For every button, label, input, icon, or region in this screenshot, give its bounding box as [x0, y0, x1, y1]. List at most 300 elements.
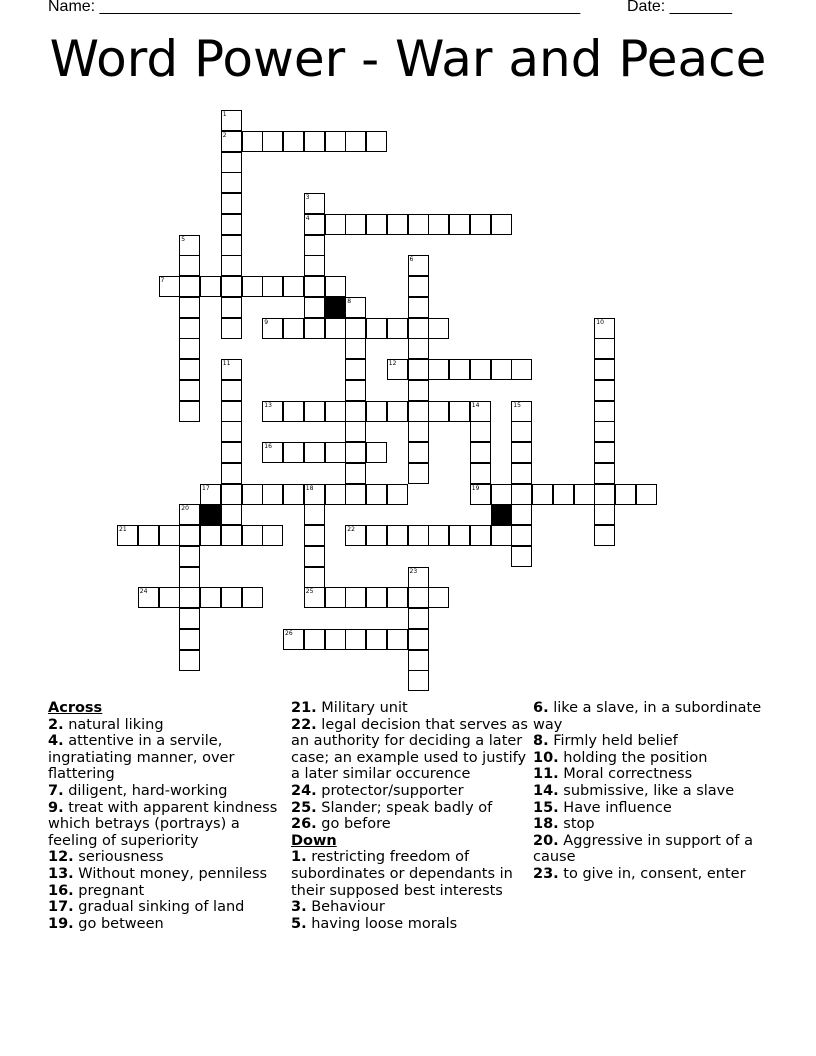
grid-cell[interactable] [511, 359, 532, 380]
cell-number: 18 [305, 484, 314, 492]
grid-cell[interactable] [470, 421, 491, 442]
cell-number: 3 [305, 194, 310, 201]
grid-cell[interactable] [345, 442, 366, 463]
grid-cell[interactable] [179, 525, 200, 546]
grid-cell[interactable] [117, 525, 138, 546]
clue-number: 3. [291, 899, 307, 916]
clue-down-3 [291, 899, 531, 916]
cell-number: 26 [285, 629, 293, 637]
grid-cell[interactable] [304, 297, 325, 318]
grid-cell[interactable] [221, 359, 242, 380]
grid-cell[interactable] [594, 318, 615, 339]
grid-cell[interactable] [242, 276, 263, 297]
clue-across-13 [48, 866, 278, 883]
grid-cell[interactable] [345, 525, 366, 546]
clue-text: Firmly held belief [553, 733, 678, 750]
grid-cell[interactable] [221, 587, 242, 608]
clue-across-26 [291, 816, 531, 833]
clue-text: holding the position [563, 749, 708, 766]
clue-across-4 [48, 733, 278, 783]
grid-cell[interactable] [594, 421, 615, 442]
grid-cell[interactable] [511, 484, 532, 505]
grid-cell[interactable] [345, 484, 366, 505]
grid-cell[interactable] [179, 318, 200, 339]
grid-cell[interactable] [262, 131, 283, 152]
grid-cell[interactable] [345, 421, 366, 442]
clue-across-9 [48, 800, 278, 850]
clue-number: 8. [533, 733, 549, 750]
grid-cell[interactable] [200, 587, 221, 608]
grid-cell[interactable] [262, 525, 283, 546]
cell-number: 7 [160, 277, 165, 284]
grid-cell[interactable] [345, 587, 366, 608]
grid-cell[interactable] [428, 525, 449, 546]
grid-cell[interactable] [491, 484, 512, 505]
grid-cell[interactable] [325, 276, 346, 297]
black-square [325, 297, 346, 318]
cell-number: 10 [596, 318, 604, 326]
grid-cell[interactable] [387, 318, 408, 339]
clue-number: 18. [533, 816, 559, 833]
grid-cell[interactable] [491, 525, 512, 546]
grid-cell[interactable] [304, 587, 325, 608]
grid-cell[interactable] [221, 484, 242, 505]
clue-down-11 [533, 766, 773, 783]
cell-number: 1 [222, 111, 227, 118]
clue-text: to give in, consent, enter [563, 865, 746, 882]
grid-cell[interactable] [283, 276, 304, 297]
grid-cell[interactable] [366, 525, 387, 546]
grid-cell[interactable] [636, 484, 657, 505]
grid-cell[interactable] [470, 214, 491, 235]
grid-cell[interactable] [242, 484, 263, 505]
grid-cell[interactable] [325, 587, 346, 608]
grid-cell[interactable] [594, 338, 615, 359]
grid-cell[interactable] [470, 525, 491, 546]
grid-cell[interactable] [408, 442, 429, 463]
grid-cell[interactable] [408, 463, 429, 484]
grid-cell[interactable] [283, 629, 304, 650]
clue-across-7 [48, 783, 278, 800]
grid-cell[interactable] [325, 318, 346, 339]
grid-cell[interactable] [594, 504, 615, 525]
grid-cell[interactable] [221, 318, 242, 339]
cell-number: 8 [347, 297, 352, 305]
clue-down-6 [533, 700, 773, 733]
clue-text: submissive, like a slave [563, 782, 735, 799]
grid-cell[interactable] [179, 587, 200, 608]
grid-cell[interactable] [428, 401, 449, 422]
grid-cell[interactable] [345, 214, 366, 235]
grid-cell[interactable] [366, 214, 387, 235]
grid-cell[interactable] [221, 276, 242, 297]
clue-number: 13. [48, 865, 74, 882]
date-field[interactable]: Date: _______ [627, 0, 732, 15]
grid-cell[interactable] [138, 587, 159, 608]
grid-cell[interactable] [428, 318, 449, 339]
clue-across-22 [291, 717, 531, 783]
grid-cell[interactable] [408, 318, 429, 339]
grid-cell[interactable] [366, 629, 387, 650]
grid-cell[interactable] [594, 484, 615, 505]
clue-text: go before [321, 816, 391, 833]
clue-number: 26. [291, 816, 317, 833]
clues-column-2 [291, 700, 531, 932]
grid-cell[interactable] [408, 297, 429, 318]
cell-number: 20 [181, 505, 189, 513]
grid-cell[interactable] [283, 401, 304, 422]
grid-cell[interactable] [449, 525, 470, 546]
grid-cell[interactable] [159, 525, 180, 546]
grid-cell[interactable] [262, 401, 283, 422]
grid-cell[interactable] [511, 401, 532, 422]
grid-cell[interactable] [511, 442, 532, 463]
grid-cell[interactable] [221, 504, 242, 525]
clue-text: attentive in a servile, ingratiating manner, over flattering [48, 733, 235, 783]
grid-cell[interactable] [325, 131, 346, 152]
clue-text: restricting freedom of subordinates or dependants in their supposed best interests [291, 849, 513, 899]
grid-cell[interactable] [179, 608, 200, 629]
grid-cell[interactable] [366, 442, 387, 463]
clue-number: 23. [533, 865, 559, 882]
clue-across-24 [291, 783, 531, 800]
grid-cell[interactable] [408, 255, 429, 276]
cell-number: 22 [347, 526, 355, 533]
grid-cell[interactable] [304, 629, 325, 650]
cell-number: 19 [471, 484, 480, 492]
clue-number: 10. [533, 749, 559, 766]
clue-across-19 [48, 916, 278, 933]
clue-number: 7. [48, 782, 64, 799]
grid-cell[interactable] [325, 401, 346, 422]
grid-cell[interactable] [594, 442, 615, 463]
grid-cell[interactable] [408, 338, 429, 359]
clue-text: gradual sinking of land [78, 899, 245, 916]
grid-cell[interactable] [366, 484, 387, 505]
grid-cell[interactable] [179, 255, 200, 276]
grid-cell[interactable] [387, 214, 408, 235]
grid-cell[interactable] [283, 442, 304, 463]
grid-cell[interactable] [408, 567, 429, 588]
grid-cell[interactable] [511, 504, 532, 525]
clue-number: 15. [533, 799, 559, 816]
grid-cell[interactable] [345, 380, 366, 401]
grid-cell[interactable] [345, 401, 366, 422]
grid-cell[interactable] [408, 380, 429, 401]
grid-cell[interactable] [304, 255, 325, 276]
clue-number: 12. [48, 849, 74, 866]
grid-cell[interactable] [221, 235, 242, 256]
grid-cell[interactable] [304, 131, 325, 152]
cell-number: 11 [222, 360, 231, 367]
grid-cell[interactable] [221, 152, 242, 173]
clue-down-18 [533, 816, 773, 833]
grid-cell[interactable] [366, 587, 387, 608]
clue-across-17 [48, 899, 278, 916]
grid-cell[interactable] [511, 463, 532, 484]
clue-down-14 [533, 783, 773, 800]
clue-number: 5. [291, 915, 307, 932]
grid-cell[interactable] [366, 401, 387, 422]
grid-cell[interactable] [200, 525, 221, 546]
cell-number: 4 [305, 214, 310, 222]
clue-number: 6. [533, 700, 549, 716]
clue-text: Have influence [563, 799, 672, 816]
grid-cell[interactable] [304, 318, 325, 339]
cell-number: 25 [305, 588, 314, 596]
grid-cell[interactable] [366, 318, 387, 339]
grid-cell[interactable] [511, 421, 532, 442]
clue-number: 19. [48, 915, 74, 932]
clue-number: 14. [533, 782, 559, 799]
grid-cell[interactable] [345, 359, 366, 380]
grid-cell[interactable] [408, 359, 429, 380]
clue-text: Slander; speak badly of [321, 799, 493, 816]
grid-cell[interactable] [221, 380, 242, 401]
cell-number: 9 [264, 318, 269, 326]
cell-number: 12 [388, 360, 397, 367]
grid-cell[interactable] [262, 276, 283, 297]
clue-text: Moral correctness [563, 766, 693, 783]
grid-cell[interactable] [408, 608, 429, 629]
clue-text: protector/supporter [321, 782, 464, 799]
grid-cell[interactable] [242, 587, 263, 608]
grid-cell[interactable] [221, 525, 242, 546]
down-heading: Down [291, 832, 337, 849]
grid-cell[interactable] [179, 338, 200, 359]
grid-cell[interactable] [159, 276, 180, 297]
grid-cell[interactable] [532, 484, 553, 505]
grid-cell[interactable] [304, 525, 325, 546]
grid-cell[interactable] [594, 401, 615, 422]
page-title: Word Power - War and Peace [49, 30, 767, 88]
grid-cell[interactable] [262, 442, 283, 463]
grid-cell[interactable] [138, 525, 159, 546]
grid-cell[interactable] [345, 463, 366, 484]
grid-cell[interactable] [283, 318, 304, 339]
clue-number: 24. [291, 782, 317, 799]
grid-cell[interactable] [428, 359, 449, 380]
clue-across-12 [48, 849, 278, 866]
clues-column-1 [48, 700, 278, 932]
clue-number: 16. [48, 882, 74, 899]
grid-cell[interactable] [387, 587, 408, 608]
clue-number: 21. [291, 700, 317, 716]
grid-cell[interactable] [428, 587, 449, 608]
cell-number: 24 [139, 588, 148, 596]
grid-cell[interactable] [304, 235, 325, 256]
grid-cell[interactable] [179, 504, 200, 525]
grid-cell[interactable] [594, 525, 615, 546]
clue-across-2 [48, 717, 278, 734]
grid-cell[interactable] [283, 484, 304, 505]
grid-cell[interactable] [511, 546, 532, 567]
cell-number: 21 [119, 526, 127, 533]
grid-cell[interactable] [408, 525, 429, 546]
grid-cell[interactable] [345, 629, 366, 650]
grid-cell[interactable] [594, 359, 615, 380]
grid-cell[interactable] [283, 131, 304, 152]
grid-cell[interactable] [179, 546, 200, 567]
grid-cell[interactable] [179, 401, 200, 422]
grid-cell[interactable] [325, 214, 346, 235]
grid-cell[interactable] [304, 442, 325, 463]
grid-cell[interactable] [449, 401, 470, 422]
grid-cell[interactable] [387, 525, 408, 546]
clue-text: seriousness [78, 849, 164, 866]
cell-number: 14 [471, 401, 480, 409]
grid-cell[interactable] [262, 318, 283, 339]
grid-cell[interactable] [304, 193, 325, 214]
clue-number: 1. [291, 849, 307, 866]
grid-cell[interactable] [387, 359, 408, 380]
clue-down-20 [533, 833, 773, 866]
grid-cell[interactable] [304, 546, 325, 567]
grid-cell[interactable] [408, 401, 429, 422]
grid-cell[interactable] [179, 380, 200, 401]
grid-cell[interactable] [325, 484, 346, 505]
grid-cell[interactable] [345, 338, 366, 359]
grid-cell[interactable] [408, 587, 429, 608]
clue-text: legal decision that serves as an authority for deciding a later case; an example used to justify a later similar occurence [291, 716, 528, 783]
clue-text: Aggressive in support of a cause [533, 832, 754, 866]
grid-cell[interactable] [179, 567, 200, 588]
grid-cell[interactable] [470, 442, 491, 463]
grid-cell[interactable] [594, 380, 615, 401]
grid-cell[interactable] [242, 525, 263, 546]
clue-text: having loose morals [311, 915, 458, 932]
grid-cell[interactable] [304, 401, 325, 422]
clue-text: stop [563, 816, 595, 833]
grid-cell[interactable] [470, 401, 491, 422]
grid-cell[interactable] [221, 401, 242, 422]
grid-cell[interactable] [200, 484, 221, 505]
clue-down-15 [533, 800, 773, 817]
grid-cell[interactable] [325, 442, 346, 463]
cell-number: 23 [409, 567, 418, 575]
grid-cell[interactable] [179, 276, 200, 297]
grid-cell[interactable] [221, 172, 242, 193]
grid-cell[interactable] [304, 504, 325, 525]
clue-text: diligent, hard-working [68, 782, 228, 799]
grid-cell[interactable] [179, 297, 200, 318]
clue-number: 22. [291, 716, 317, 733]
grid-cell[interactable] [221, 131, 242, 152]
grid-cell[interactable] [449, 359, 470, 380]
grid-cell[interactable] [408, 214, 429, 235]
grid-cell[interactable] [221, 193, 242, 214]
grid-cell[interactable] [221, 214, 242, 235]
grid-cell[interactable] [408, 276, 429, 297]
grid-cell[interactable] [449, 214, 470, 235]
clue-text: Behaviour [311, 899, 385, 916]
clue-down-5 [291, 916, 531, 933]
clue-number: 17. [48, 899, 74, 916]
across-heading: Across [48, 700, 103, 716]
grid-cell[interactable] [325, 629, 346, 650]
cell-number: 6 [409, 256, 414, 264]
grid-cell[interactable] [366, 131, 387, 152]
grid-cell[interactable] [304, 214, 325, 235]
clue-number: 20. [533, 832, 559, 849]
clue-number: 4. [48, 733, 64, 750]
clue-down-1 [291, 849, 531, 899]
cell-number: 17 [202, 484, 210, 492]
name-field[interactable]: Name: ______________________________________________________ [48, 0, 581, 15]
grid-cell[interactable] [408, 670, 429, 691]
clue-down-23 [533, 866, 773, 883]
clue-down-8 [533, 733, 773, 750]
cell-number: 5 [181, 235, 186, 243]
clue-across-16 [48, 883, 278, 900]
clue-number: 2. [48, 716, 64, 733]
clues-column-3 [533, 700, 773, 883]
grid-cell[interactable] [221, 442, 242, 463]
grid-cell[interactable] [553, 484, 574, 505]
grid-cell[interactable] [408, 650, 429, 671]
clue-text: treat with apparent kindness which betrays (portrays) a feeling of superiority [48, 799, 278, 849]
grid-cell[interactable] [304, 276, 325, 297]
black-square [200, 504, 221, 525]
grid-cell[interactable] [221, 421, 242, 442]
grid-cell[interactable] [200, 276, 221, 297]
clue-number: 11. [533, 766, 559, 783]
grid-cell[interactable] [345, 131, 366, 152]
grid-cell[interactable] [242, 131, 263, 152]
grid-cell[interactable] [345, 318, 366, 339]
grid-cell[interactable] [179, 650, 200, 671]
grid-cell[interactable] [615, 484, 636, 505]
grid-cell[interactable] [491, 359, 512, 380]
cell-number: 16 [264, 443, 272, 450]
grid-cell[interactable] [179, 359, 200, 380]
cell-number: 13 [264, 401, 272, 409]
grid-cell[interactable] [304, 567, 325, 588]
grid-cell[interactable] [428, 214, 449, 235]
grid-cell[interactable] [262, 484, 283, 505]
clue-number: 25. [291, 799, 317, 816]
grid-cell[interactable] [594, 463, 615, 484]
grid-cell[interactable] [470, 484, 491, 505]
clue-text: Without money, penniless [78, 865, 268, 882]
grid-cell[interactable] [491, 214, 512, 235]
grid-cell[interactable] [345, 297, 366, 318]
grid-cell[interactable] [408, 629, 429, 650]
grid-cell[interactable] [221, 110, 242, 131]
grid-cell[interactable] [387, 484, 408, 505]
grid-cell[interactable] [179, 235, 200, 256]
grid-cell[interactable] [159, 587, 180, 608]
grid-cell[interactable] [304, 484, 325, 505]
grid-cell[interactable] [221, 255, 242, 276]
grid-cell[interactable] [574, 484, 595, 505]
clue-number: 9. [48, 799, 64, 816]
grid-cell[interactable] [408, 421, 429, 442]
clue-text: go between [78, 915, 164, 932]
grid-cell[interactable] [387, 629, 408, 650]
clue-down-10 [533, 750, 773, 767]
grid-cell[interactable] [179, 629, 200, 650]
clue-text: pregnant [78, 882, 145, 899]
grid-cell[interactable] [387, 401, 408, 422]
grid-cell[interactable] [221, 297, 242, 318]
clue-text: like a slave, in a subordinate way [533, 700, 762, 733]
grid-cell[interactable] [511, 525, 532, 546]
grid-cell[interactable] [470, 463, 491, 484]
grid-cell[interactable] [221, 463, 242, 484]
cell-number: 2 [222, 131, 227, 139]
grid-cell[interactable] [470, 359, 491, 380]
